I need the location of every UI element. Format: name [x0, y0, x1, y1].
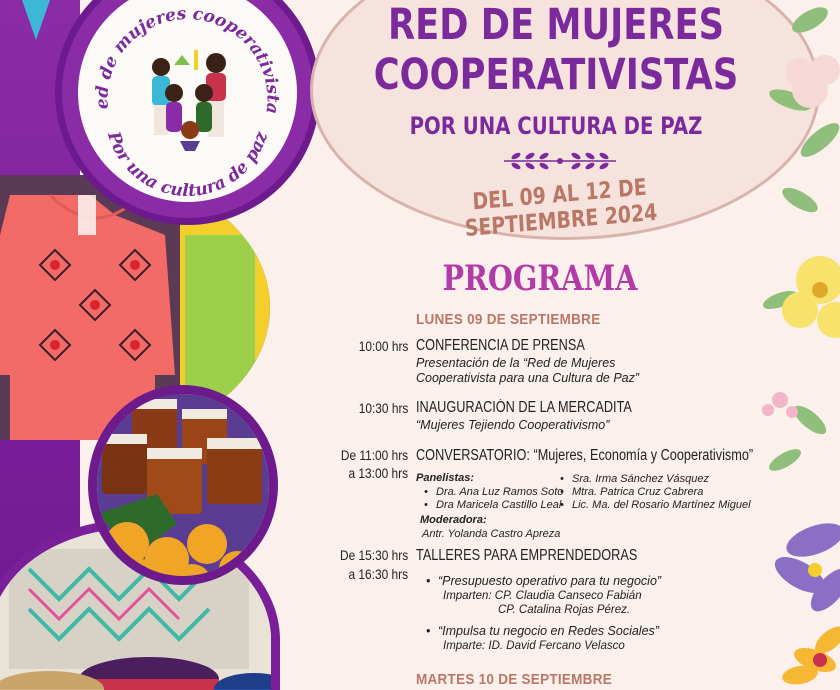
title-line-1: RED DE MUJERES — [388, 0, 724, 50]
workshop-name: • “Presupuesto operativo para tu negocio” — [426, 574, 661, 589]
panelist: • Dra. Ana Luz Ramos Soto — [424, 486, 563, 499]
event-title: TALLERES PARA EMPRENDEDORAS — [416, 547, 638, 564]
title-line-2: COOPERATIVISTAS — [373, 50, 739, 100]
logo-ring-bottom: Por una cultura de paz — [103, 129, 272, 202]
pennant-decoration — [52, 0, 80, 14]
subtitle: POR UNA CULTURA DE PAZ — [409, 112, 703, 140]
jam-jars-photo — [88, 385, 278, 585]
event-time: a 16:30 hrs — [348, 566, 408, 582]
event-time: De 15:30 hrs — [339, 547, 408, 563]
workshop-name: • “Impulsa tu negocio en Redes Sociales” — [426, 624, 659, 639]
event-time: 10:00 hrs — [358, 338, 408, 354]
day-label-tuesday: MARTES 10 DE SEPTIEMBRE — [416, 671, 613, 688]
pennant-decoration — [22, 0, 50, 40]
logo-inner-disc — [78, 0, 297, 202]
event-time: 10:30 hrs — [358, 400, 408, 416]
women-figures-illustration — [136, 45, 246, 155]
event-title: CONVERSATORIO: “Mujeres, Economía y Cooperativismo” — [416, 447, 754, 464]
panelist: • Lic. Ma. del Rosario Martínez Miguel — [560, 499, 751, 512]
workshop-instructor: CP. Catalina Rojas Pérez. — [498, 604, 631, 616]
panelist: • Sra. Irma Sánchez Vásquez — [560, 473, 709, 486]
event-description: Presentación de la “Red de Mujeres — [416, 356, 616, 370]
panelist: • Dra Maricela Castillo Leal — [424, 499, 561, 512]
logo-emblem — [55, 0, 320, 225]
event-description: Cooperativista para una Cultura de Paz” — [416, 371, 640, 385]
event-dates: DEL 09 AL 12 DE SEPTIEMBRE 2024 — [464, 174, 658, 243]
laurel-divider-icon — [496, 148, 624, 174]
moderator: Antr. Yolanda Castro Apreza — [422, 528, 561, 540]
workshop-instructor: Imparten: CP. Claudia Canseco Fabián — [443, 590, 642, 602]
event-title: CONFERENCIA DE PRENSA — [416, 337, 585, 354]
panelists-label: Panelistas: — [416, 472, 475, 484]
program-heading: PROGRAMA — [442, 258, 638, 299]
event-time: a 13:00 hrs — [348, 465, 408, 481]
panelist: • Mtra. Patrica Cruz Cabrera — [560, 486, 703, 499]
event-time: De 11:00 hrs — [340, 447, 408, 463]
moderator-label: Moderadora: — [420, 514, 487, 526]
day-label-monday: LUNES 09 DE SEPTIEMBRE — [416, 311, 601, 328]
workshop-instructor: Imparte: ID. David Fercano Velasco — [443, 640, 625, 652]
logo-ring-top: ed de mujeres cooperativista — [92, 3, 283, 115]
event-title: INAUGURACIÓN DE LA MERCADITA — [416, 399, 632, 416]
flowers-decoration — [740, 0, 840, 690]
event-description: “Mujeres Tejiendo Cooperativismo” — [416, 418, 610, 432]
